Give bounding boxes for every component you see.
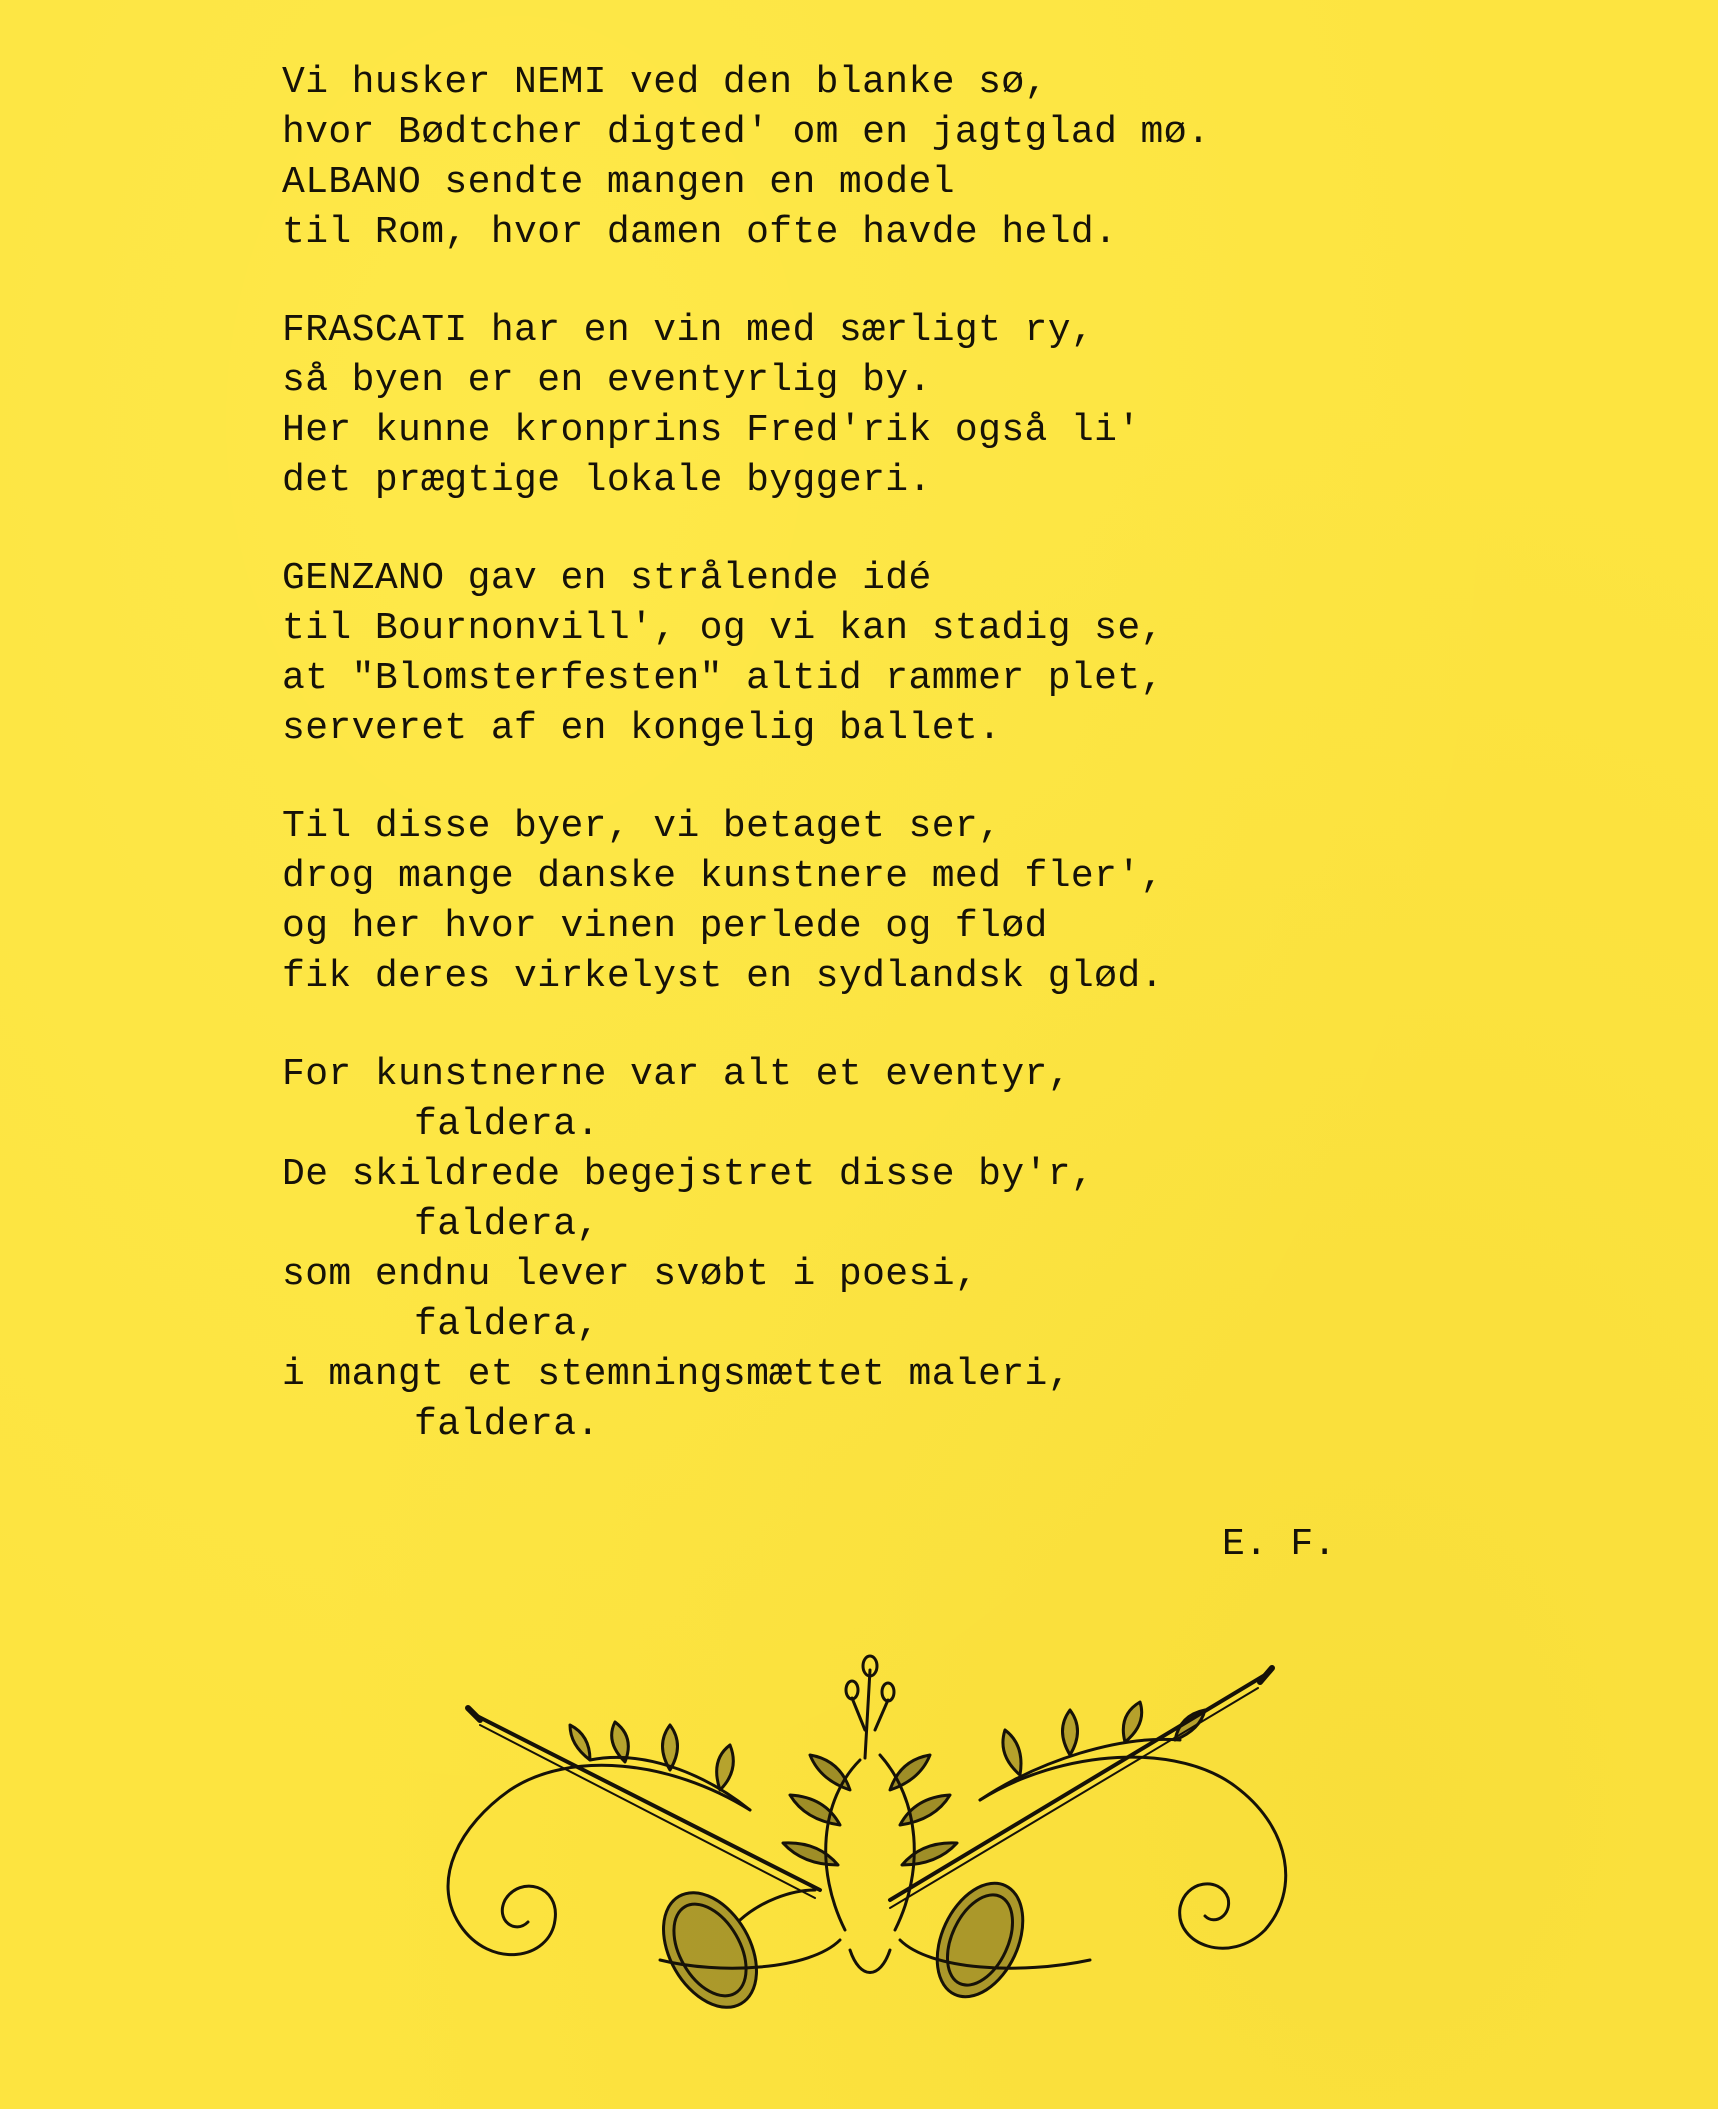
refrain-line: faldera. bbox=[414, 1403, 600, 1446]
crossed-trumpets-wreath-ornament-icon bbox=[420, 1640, 1320, 2020]
poem-line: så byen er en eventyrlig by. bbox=[282, 359, 932, 402]
poem-line: drog mange danske kunstnere med fler', bbox=[282, 855, 1164, 898]
refrain-line: faldera, bbox=[414, 1203, 600, 1246]
poem-line: til Bournonvill', og vi kan stadig se, bbox=[282, 607, 1164, 650]
poem-line: til Rom, hvor damen ofte havde held. bbox=[282, 211, 1118, 254]
poem-line: De skildrede begejstret disse by'r, bbox=[282, 1153, 1095, 1196]
stanza-4 bbox=[282, 802, 1432, 1002]
stanza-5-refrain bbox=[282, 1050, 1432, 1450]
stanza-1 bbox=[282, 58, 1432, 258]
poem-line: hvor Bødtcher digted' om en jagtglad mø. bbox=[282, 111, 1211, 154]
poem-line: Vi husker NEMI ved den blanke sø, bbox=[282, 61, 1048, 104]
stanza-3 bbox=[282, 554, 1432, 754]
poem-line: og her hvor vinen perlede og flød bbox=[282, 905, 1048, 948]
poem-line: Her kunne kronprins Fred'rik også li' bbox=[282, 409, 1141, 452]
poem-line: det prægtige lokale byggeri. bbox=[282, 459, 932, 502]
poem-line: at "Blomsterfesten" altid rammer plet, bbox=[282, 657, 1164, 700]
poem-line: fik deres virkelyst en sydlandsk glød. bbox=[282, 955, 1164, 998]
poem-line: ALBANO sendte mangen en model bbox=[282, 161, 955, 204]
stanza-2 bbox=[282, 306, 1432, 506]
poem-line: serveret af en kongelig ballet. bbox=[282, 707, 1002, 750]
poem-line: som endnu lever svøbt i poesi, bbox=[282, 1253, 979, 1296]
author-signature: E. F. bbox=[1222, 1523, 1337, 1566]
poem-line: GENZANO gav en strålende idé bbox=[282, 557, 932, 600]
poem-line: FRASCATI har en vin med særligt ry, bbox=[282, 309, 1095, 352]
poem-line: Til disse byer, vi betaget ser, bbox=[282, 805, 1002, 848]
refrain-line: faldera. bbox=[414, 1103, 600, 1146]
refrain-line: faldera, bbox=[414, 1303, 600, 1346]
poem bbox=[282, 58, 1432, 1498]
poem-line: For kunstnerne var alt et eventyr, bbox=[282, 1053, 1071, 1096]
poem-line: i mangt et stemningsmættet maleri, bbox=[282, 1353, 1071, 1396]
